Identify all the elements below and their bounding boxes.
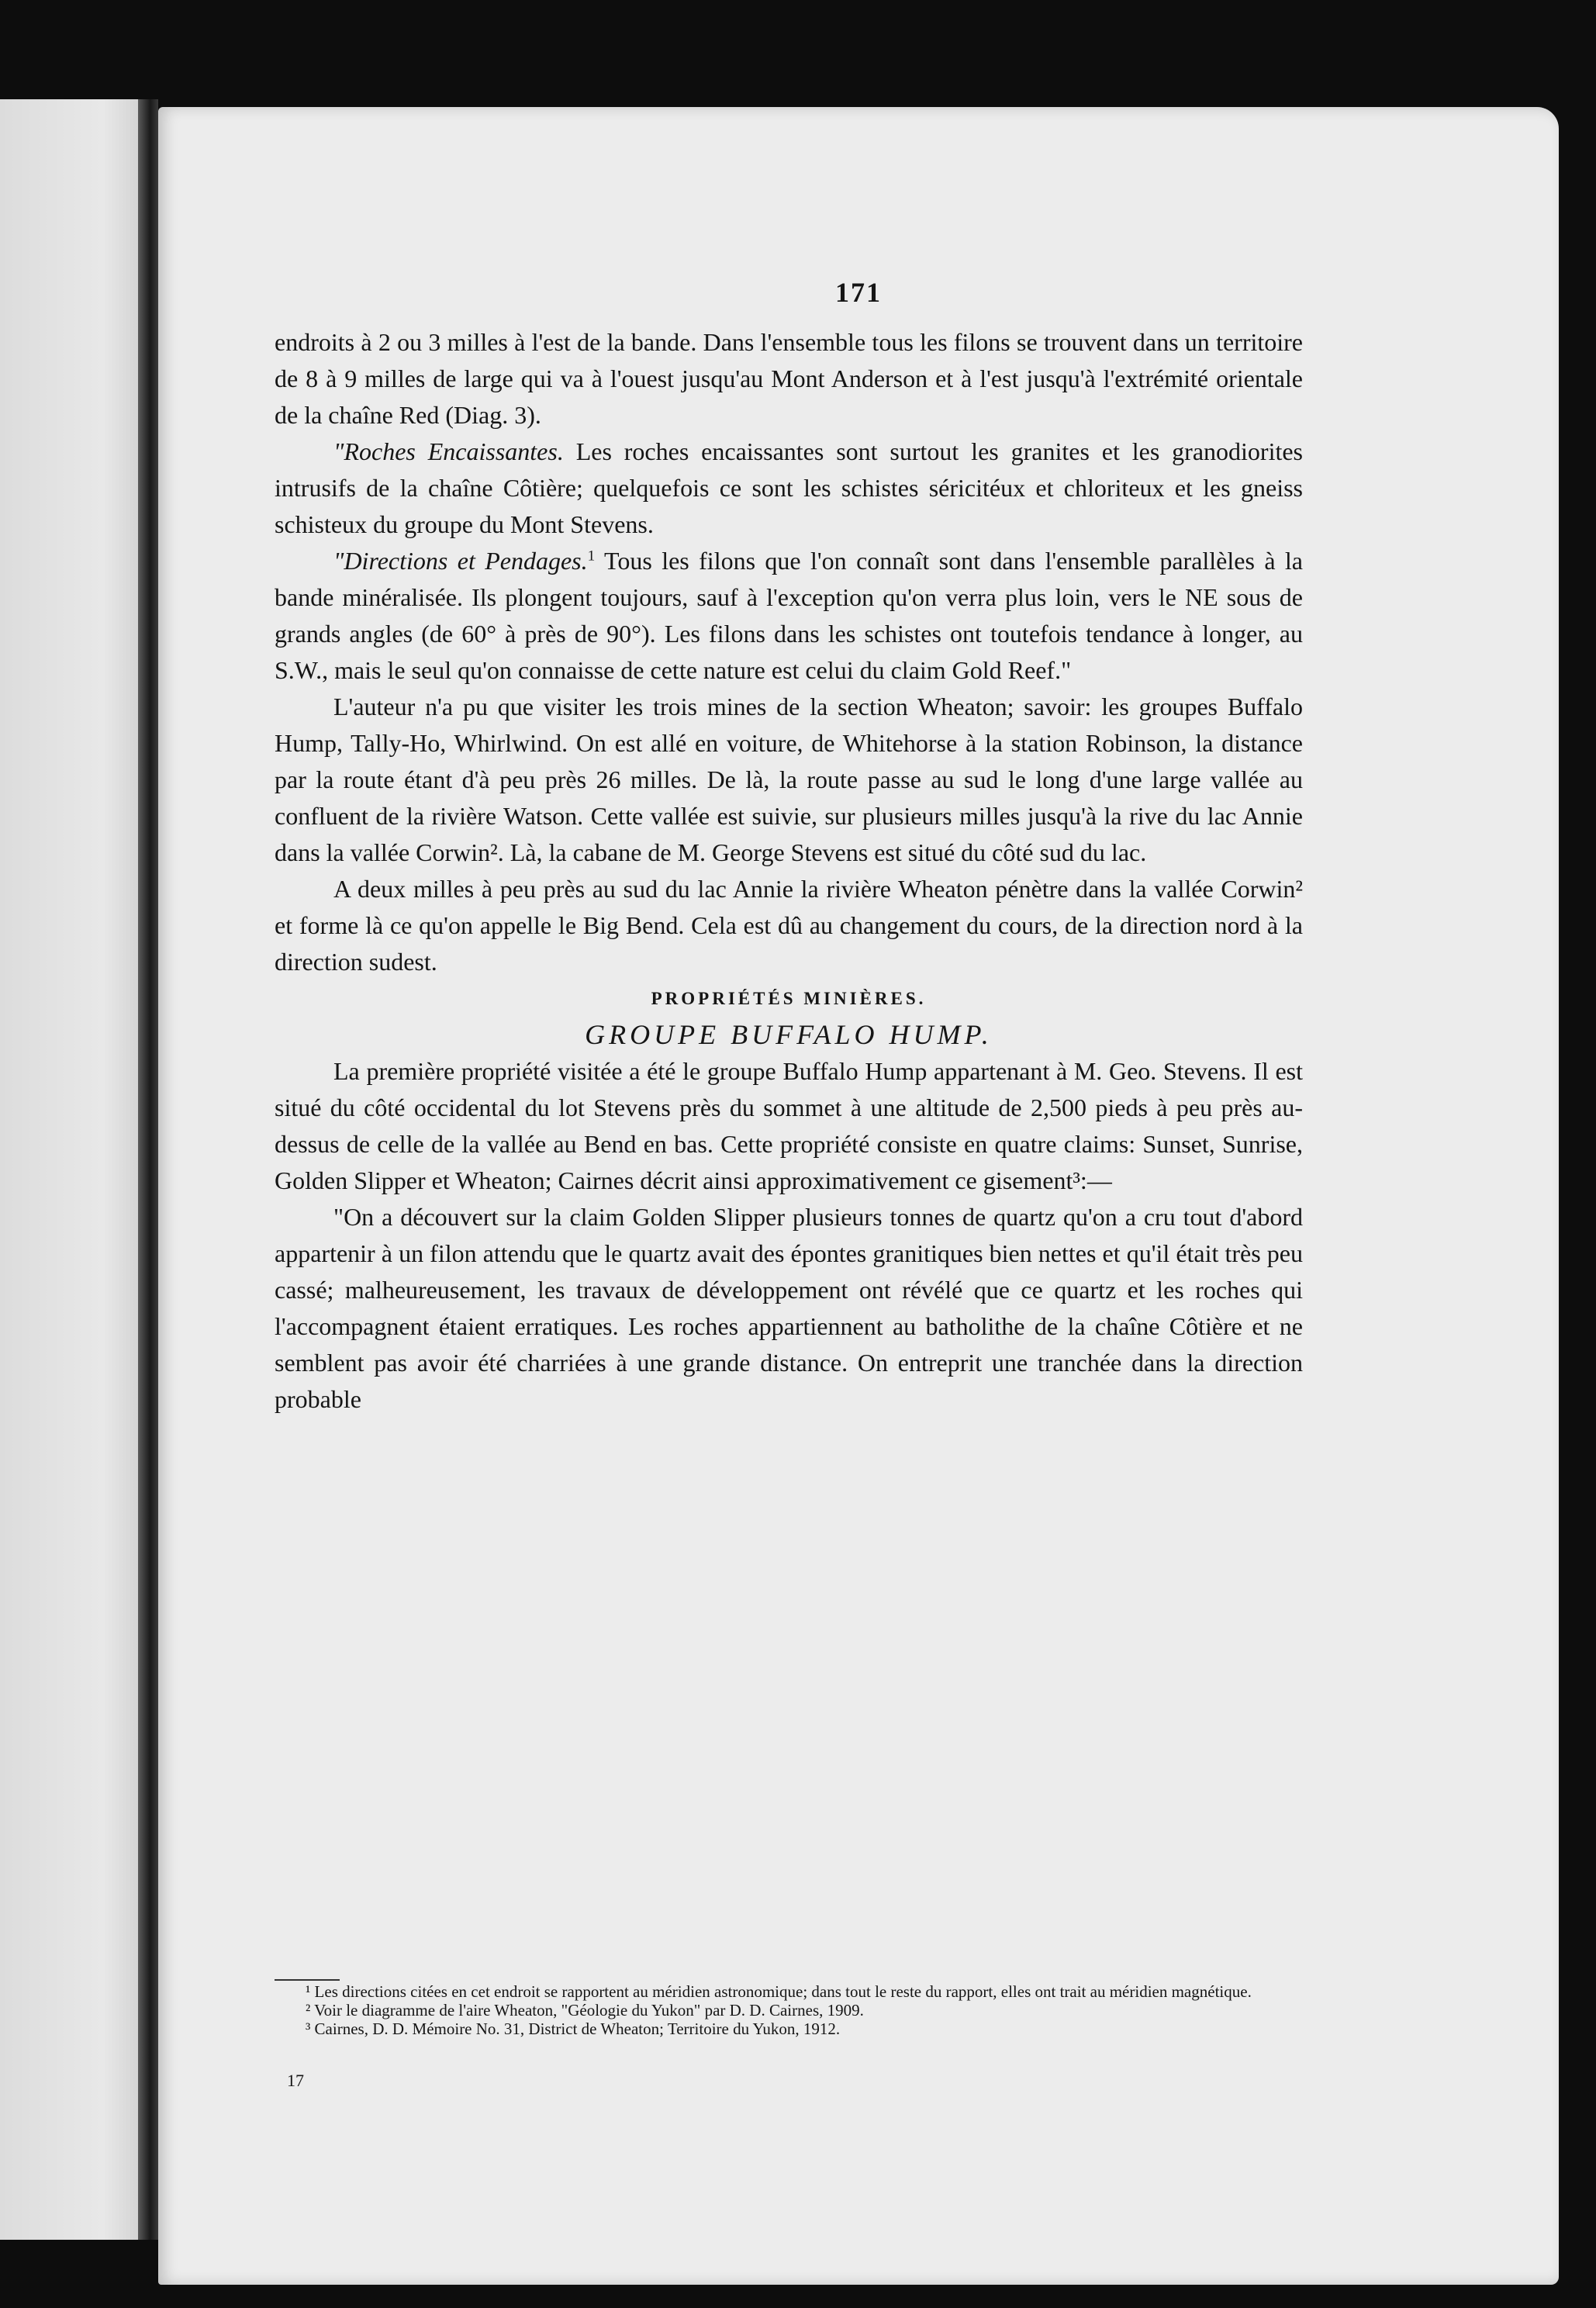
paragraph-1: endroits à 2 ou 3 milles à l'est de la bande. Dans l'ensemble tous les filons se trouvent dans un territoire de 8 à 9 milles de large qui va à l'ouest jusqu'au Mont Anderson et à l'est jusqu'à l'extrémité orientale de la chaîne Red (Diag. 3). — [275, 328, 1303, 429]
paragraph-4: L'auteur n'a pu que visiter les trois mines de la section Wheaton; savoir: les groupes Buffalo Hump, Tally-Ho, Whirlwind. On est allé en voiture, de Whitehorse à la station Robinson, la distance par la route étant d'à peu près 26 milles. De là, la route passe au sud le long d'une large vallée au confluent de la rivière Watson. Cette vallée est suivie, sur plusieurs milles jusqu'à la rive du lac Annie dans la vallée Corwin². Là, la cabane de M. George Stevens est situé du côté sud du lac. — [275, 693, 1303, 866]
section-heading: PROPRIÉTÉS MINIÈRES. — [651, 989, 927, 1008]
paragraph-2-text: Les roches encaissantes sont surtout les granites et les granodiorites intrusifs de la chaîne Côtière; quelquefois ce sont les schistes séricitéux et chloriteux et les gneiss schisteux du groupe du Mont Stevens. — [275, 437, 1303, 538]
paragraph-2 — [275, 434, 1303, 543]
footnote-1: ¹ Les directions citées en cet endroit se rapportent au méridien astronomique; dans tout le reste du rapport, elles ont trait au méridien magnétique. — [306, 1982, 1252, 2001]
page-number: 171 — [835, 277, 882, 308]
paragraph-7: "On a découvert sur la claim Golden Slipper plusieurs tonnes de quartz qu'on a cru tout d'abord appartenir à un filon attendu que le quartz avait des épontes granitiques bien nettes et qu'il était très peu cassé; malheureusement, les travaux de développement ont révélé que ce quartz et les roches qui l'accompagnent étaient erratiques. Les roches appartiennent au batholithe de la chaîne Côtière et ne semblent pas avoir été charriées à une grande distance. On entreprit une tranchée dans la direction probable — [275, 1203, 1303, 1413]
signature-mark: 17 — [287, 2071, 304, 2090]
book-spine — [138, 99, 158, 2240]
footnote-divider — [275, 1979, 340, 1981]
footnote-3: ³ Cairnes, D. D. Mémoire No. 31, District de Wheaton; Territoire du Yukon, 1912. — [306, 2020, 841, 2038]
paragraph-5: A deux milles à peu près au sud du lac Annie la rivière Wheaton pénètre dans la vallée Corwin² et forme là ce qu'on appelle le Big Bend. Cela est dû au changement du cours, de la direction nord à la direction sudest. — [275, 875, 1303, 976]
paragraph-3 — [275, 543, 1303, 689]
footnotes — [275, 1982, 1303, 2038]
group-heading: GROUPE BUFFALO HUMP. — [585, 1019, 993, 1050]
main-text — [275, 324, 1303, 1418]
paragraph-3-text: Tous les filons que l'on connaît sont dans l'ensemble parallèles à la bande minéralisée. Ils plongent toujours, sauf à l'exception qu'on verra plus loin, vers le NE sous de grands angles (de 60° à près de 90°). Les filons dans les schistes ont toutefois tendance à longer, au S.W., mais le seul qu'on connaisse de cette nature est celui du claim Gold Reef." — [275, 547, 1304, 684]
paragraph-2-heading: "Roches Encaissantes. — [333, 437, 564, 465]
book-page — [158, 107, 1559, 2285]
paragraph-6: La première propriété visitée a été le groupe Buffalo Hump appartenant à M. Geo. Stevens. Il est situé du côté occidental du lot Stevens près du sommet à une altitude de 2,500 pieds à peu près au-dessus de celle de la vallée au Bend en bas. Cette propriété consiste en quatre claims: Sunset, Sunrise, Golden Slipper et Wheaton; Cairnes décrit ainsi approximativement ce gisement³:— — [275, 1057, 1303, 1194]
footnote-marker-1: 1 — [587, 548, 596, 565]
footnote-2: ² Voir le diagramme de l'aire Wheaton, "Géologie du Yukon" par D. D. Cairnes, 1909. — [306, 2001, 864, 2020]
paragraph-3-heading: "Directions et Pendages. — [333, 547, 588, 575]
facing-page-edge — [0, 99, 147, 2240]
